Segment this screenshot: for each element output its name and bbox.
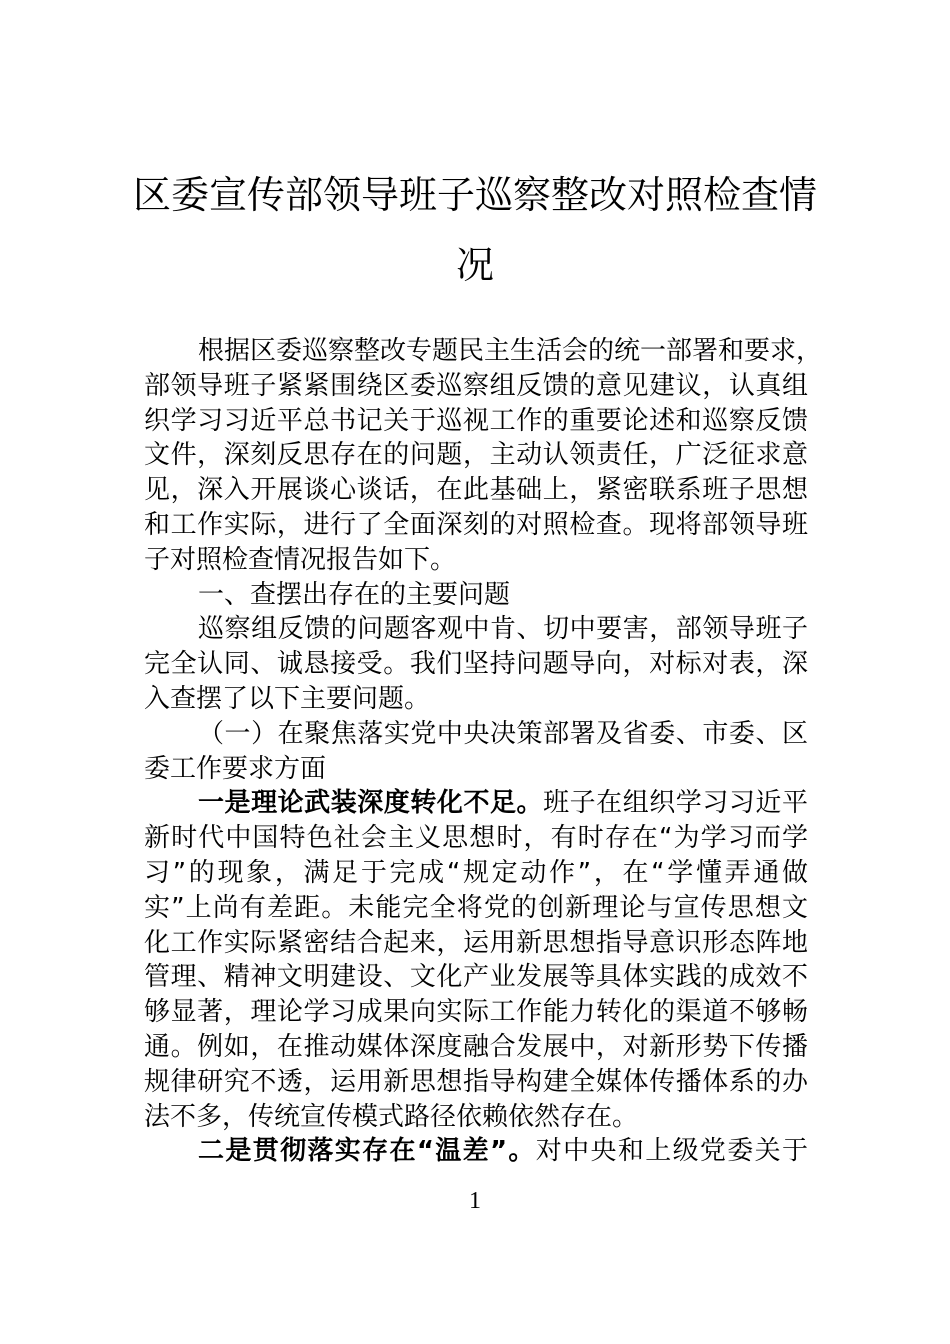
line-text: 织学习习近平总书记关于巡视工作的重要论述和巡察反馈 (144, 405, 808, 436)
line-text: 一、查摆出存在的主要问题 (198, 579, 511, 610)
section-heading-line (144, 578, 808, 613)
section-heading-line (144, 752, 808, 787)
paragraph-line (144, 682, 808, 717)
line-text: 新时代中国特色社会主义思想时，有时存在“为学习而学 (144, 823, 808, 854)
line-text: 入查摆了以下主要问题。 (144, 683, 431, 714)
paragraph-line (144, 612, 808, 647)
line-text: 习”的现象，满足于完成“规定动作”，在“学懂弄通做 (144, 857, 808, 888)
paragraph-line (144, 1030, 808, 1065)
section-heading-line (144, 717, 808, 752)
paragraph-line (144, 473, 808, 508)
document-title (0, 160, 950, 300)
line-text: 完全认同、诚恳接受。我们坚持问题导向，对标对表，深 (144, 649, 808, 680)
paragraph-line (144, 891, 808, 926)
line-text: 规律研究不透，运用新思想指导构建全媒体传播体系的办 (144, 1066, 808, 1097)
paragraph-line (144, 995, 808, 1030)
paragraph-line (144, 369, 808, 404)
paragraph-line (144, 1100, 808, 1135)
line-text: 实”上尚有差距。未能完全将党的创新理论与宣传思想文 (144, 892, 808, 923)
title-line: 区委宣传部领导班子巡察整改对照检查情 (132, 173, 817, 217)
paragraph-line (144, 1134, 808, 1169)
line-text: 根据区委巡察整改专题民主生活会的统一部署和要求， (198, 336, 823, 366)
title-line: 况 (455, 243, 494, 287)
paragraph-line (144, 786, 808, 821)
line-text: 部领导班子紧紧围绕区委巡察组反馈的意见建议，认真组 (144, 370, 808, 401)
paragraph-line (144, 960, 808, 995)
page-number: 1 (469, 1188, 481, 1214)
line-text: 子对照检查情况报告如下。 (144, 544, 457, 575)
line-text: 化工作实际紧密结合起来，运用新思想指导意识形态阵地 (144, 927, 808, 958)
paragraph-line (144, 1065, 808, 1100)
paragraph-line (144, 334, 823, 369)
line-text: 管理、精神文明建设、文化产业发展等具体实践的成效不 (144, 962, 808, 993)
paragraph-line (144, 821, 808, 856)
paragraph-line (144, 438, 808, 473)
paragraph-line (144, 508, 808, 543)
line-text: 对中央和上级党委关于 (535, 1136, 808, 1167)
paragraph-line (144, 404, 808, 439)
line-text: 见，深入开展谈心谈话，在此基础上，紧密联系班子思想 (144, 475, 808, 506)
paragraph-line (144, 647, 808, 682)
paragraph-line (144, 856, 808, 891)
paragraph-line (144, 543, 808, 578)
line-text: 文件，深刻反思存在的问题，主动认领责任，广泛征求意 (144, 440, 808, 471)
line-text: 巡察组反馈的问题客观中肯、切中要害，部领导班子 (198, 614, 808, 645)
line-text: （一）在聚焦落实党中央决策部署及省委、市委、区 (198, 718, 808, 749)
paragraph-line (144, 926, 808, 961)
line-text: 够显著，理论学习成果向实际工作能力转化的渠道不够畅 (144, 997, 808, 1028)
line-text: 班子在组织学习习近平 (543, 788, 808, 819)
bold-lead-text: 一是理论武装深度转化不足。 (198, 788, 544, 819)
line-text: 委工作要求方面 (144, 753, 327, 784)
line-text: 法不多，传统宣传模式路径依赖依然存在。 (144, 1101, 639, 1132)
bold-lead-text: 二是贯彻落实存在“温差”。 (198, 1136, 536, 1167)
line-text: 和工作实际，进行了全面深刻的对照检查。现将部领导班 (144, 509, 808, 540)
line-text: 通。例如，在推动媒体深度融合发展中，对新形势下传播 (144, 1031, 808, 1062)
document-body (144, 334, 823, 1169)
